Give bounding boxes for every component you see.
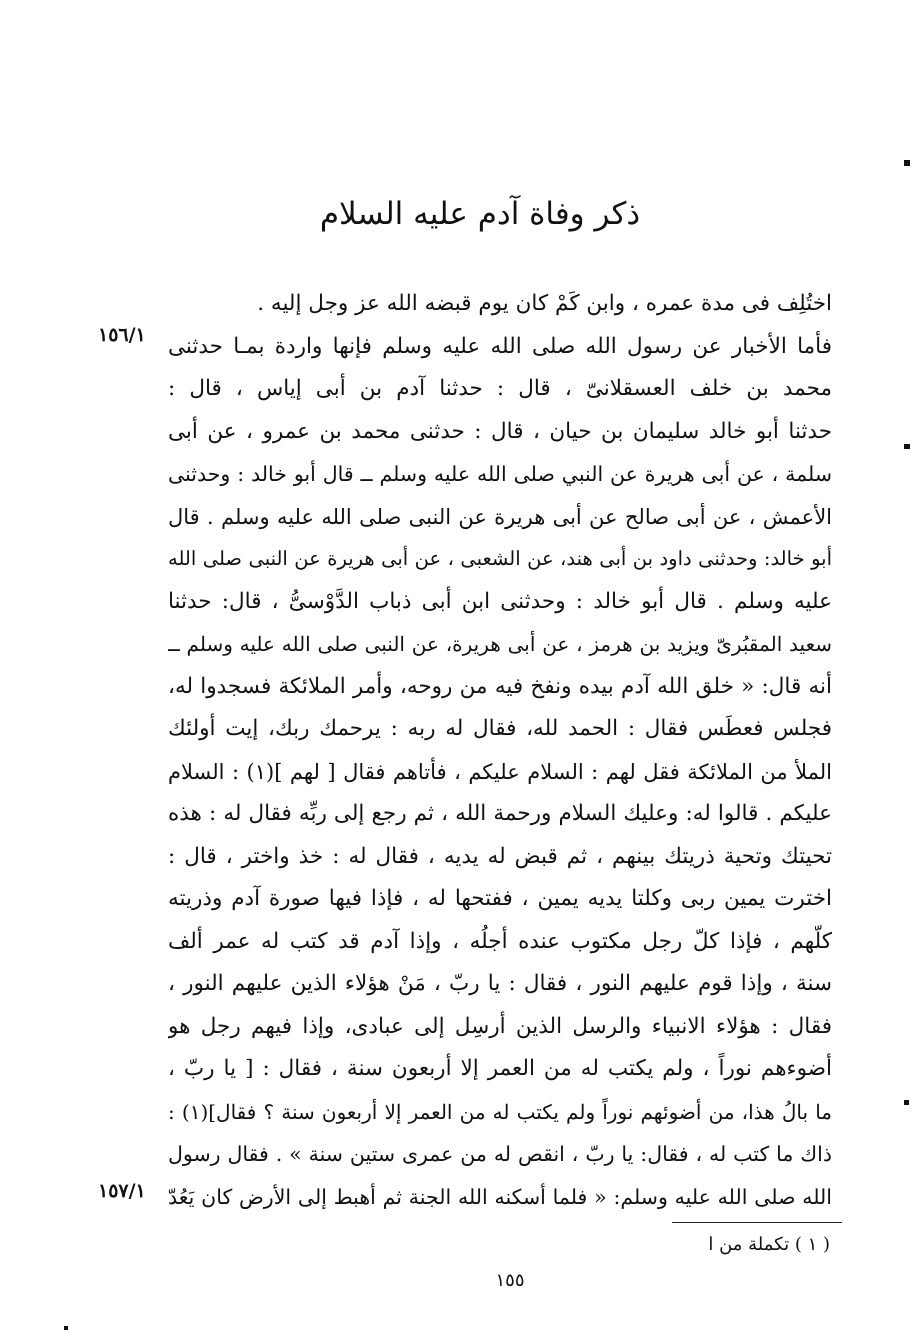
text-line: الله صلى الله عليه وسلم: « فلما أسكنه الله الجنة ثم أهبط إلى الأرض كان يَعُدّ	[168, 1184, 832, 1209]
text-line: أنه قال: « خلق الله آدم بيده ونفخ فيه من روحه، وأمر الملائكة فسجدوا له،	[168, 673, 832, 699]
text-line: عليه وسلم . قال أبو خالد : وحدثنى ابن أبى ذباب الدَّوْسىُّ ، قال: حدثنا	[168, 588, 832, 614]
text-line: تحيتك وتحية ذريتك بينهم ، ثم قبض له يديه ، فقال له : خذ واختر ، قال :	[168, 843, 832, 869]
text-line: سنة ، وإذا قوم عليهم النور ، فقال : يا ربّ ، مَنْ هؤلاء الذين عليهم النور ،	[168, 971, 832, 996]
text-line: سلمة ، عن أبى هريرة عن النبي صلى الله عليه وسلم ــ قال أبو خالد : وحدثنى	[168, 462, 832, 486]
margin-reference: ١٥٧/١	[98, 1180, 146, 1202]
text-line: سعيد المقبُرىّ ويزيد بن هرمز ، عن أبى هريرة، عن النبى صلى الله عليه وسلم ــ	[168, 632, 832, 656]
text-line: فقال : هؤلاء الانبياء والرسل الذين أرسِل إلى عبادى، وإذا فيهم رجل هو	[168, 1013, 832, 1039]
body-text	[168, 283, 832, 1218]
text-line: فأما الأخبار عن رسول الله صلى الله عليه وسلم فإنها واردة بمـا حدثنى	[168, 333, 832, 359]
text-line: ذاك ما كتب له ، فقال: يا ربّ ، انقص له من عمرى ستين سنة » . فقال رسول	[168, 1142, 832, 1166]
text-line: أبو خالد: وحدثنى داود بن أبى هند، عن الشعبى ، عن أبى هريرة عن النبى صلى الله	[168, 547, 832, 570]
scan-speck	[64, 1326, 68, 1330]
text-line: حدثنا أبو خالد سليمان بن حيان ، قال : حدثنى محمد بن عمرو ، عن أبى	[168, 418, 832, 444]
page-number: ١٥٥	[495, 1270, 525, 1291]
text-line: كلّهم ، فإذا كلّ رجل مكتوب عنده أجلُه ، وإذا آدم قد كتب له عمر ألف	[168, 928, 832, 954]
chapter-heading: ذكر وفاة آدم عليه السلام	[319, 196, 641, 232]
footnote: ( ١ ) تكملة من ا	[708, 1234, 830, 1255]
text-line: عليكم . قالوا له: وعليك السلام ورحمة الله ، ثم رجع إلى ربِّه فقال له : هذه	[168, 801, 832, 826]
scan-speck	[904, 160, 910, 166]
text-line: محمد بن خلف العسقلانىّ ، قال : حدثنا آدم بن أبى إياس ، قال :	[168, 376, 832, 401]
margin-reference: ١٥٦/١	[98, 324, 146, 346]
text-line: الملأ من الملائكة فقل لهم : السلام عليكم ، فأتاهم فقال [ لهم ](١) : السلام	[168, 759, 832, 784]
text-line: أضوءهم نوراً ، ولم يكتب له من العمر إلا أربعون سنة ، فقال : [ يا ربّ ،	[168, 1056, 832, 1081]
text-line: اختُلِف فى مدة عمره ، وابن كَمْ كان يوم قبضه الله عز وجل إليه .	[257, 291, 832, 316]
scan-speck	[904, 1100, 909, 1105]
text-line: اخترت يمين ربى وكلتا يديه يمين ، ففتحها له ، فإذا فيها صورة آدم وذريته	[168, 886, 832, 911]
text-line: فجلس فعطَس فقال : الحمد لله، فقال له ربه : يرحمك ربك، إيت أولئك	[168, 716, 832, 741]
footnote-divider	[672, 1222, 842, 1223]
scan-speck	[904, 444, 910, 449]
text-line: الأعمش ، عن أبى صالح عن أبى هريرة عن النبى صلى الله عليه وسلم . قال	[168, 504, 832, 529]
text-line: ما بالُ هذا، من أضوئهم نوراً ولم يكتب له من العمر إلا أربعون سنة ؟ فقال](١) :	[168, 1099, 832, 1124]
